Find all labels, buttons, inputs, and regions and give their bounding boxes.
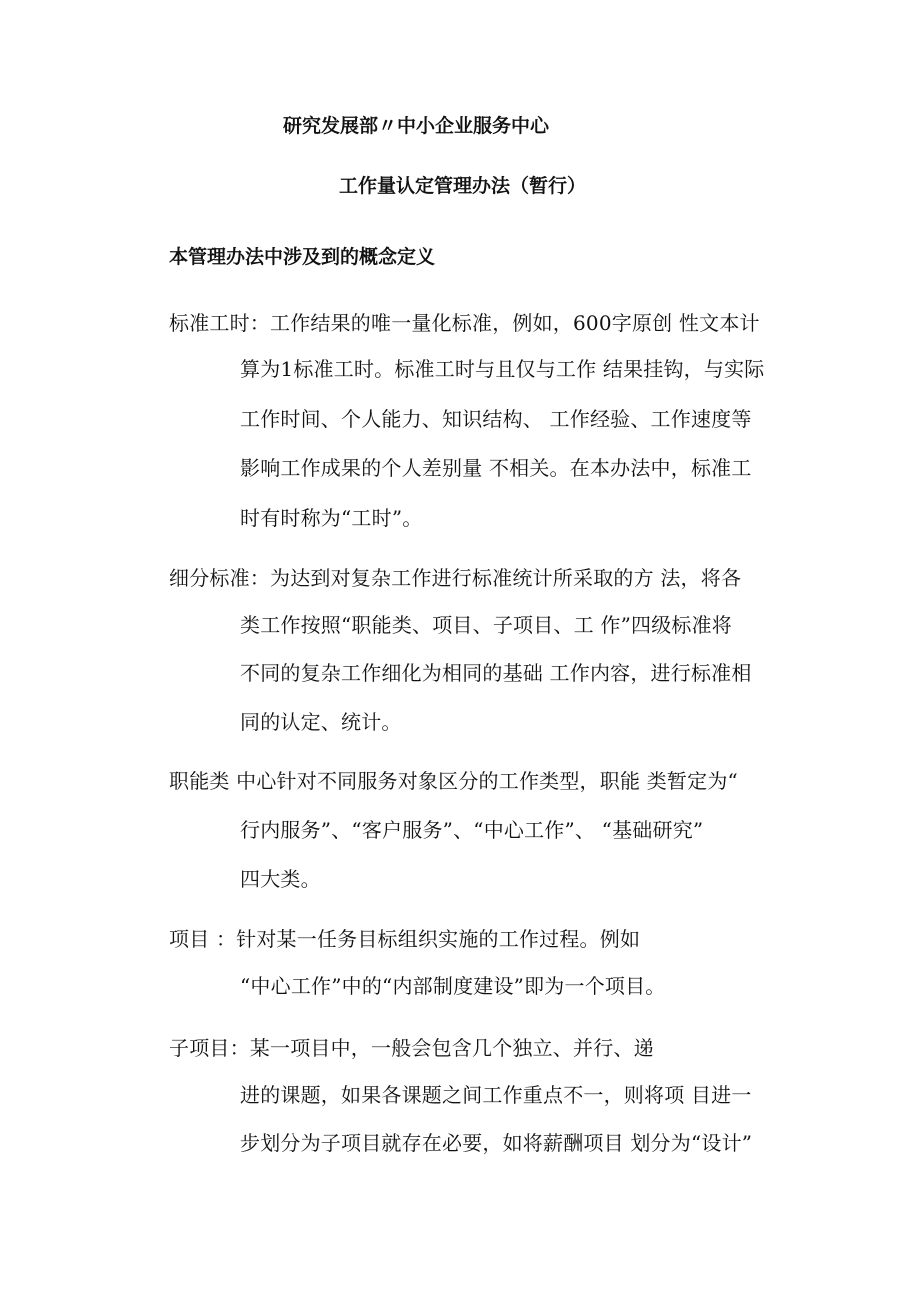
definition-function-class-line-1: 职能类 中心针对不同服务对象区分的工作类型，职能 类暂定为“ bbox=[169, 769, 738, 793]
definition-standard-hour-line-1: 标准工时：工作结果的唯一量化标准，例如，600字原创 性文本计 bbox=[169, 311, 760, 335]
definition-subproject-line-3: 步划分为子项目就存在必要，如将薪酬项目 划分为“设计” bbox=[240, 1131, 753, 1155]
definition-project-line-2: “中心工作”中的“内部制度建设”即为一个项目。 bbox=[240, 974, 666, 998]
document-title-line2: 工作量认定管理办法（暂行） bbox=[339, 175, 587, 197]
definition-subdivision-line-2: 类工作按照“职能类、项目、子项目、工 作”四级标准将 bbox=[240, 613, 733, 637]
definition-project-line-1: 项目 ：针对某一任务目标组织实施的工作过程。例如 bbox=[169, 927, 641, 951]
definition-standard-hour-line-3: 工作时间、个人能力、知识结构、 工作经验、工作速度等 bbox=[240, 407, 752, 431]
definition-subproject-line-1: 子项目：某一项目中，一般会包含几个独立、并行、递 bbox=[169, 1036, 654, 1060]
definition-standard-hour-line-2: 算为1标准工时。标准工时与且仅与工作 结果挂钩，与实际 bbox=[240, 357, 765, 381]
definition-function-class-line-3: 四大类。 bbox=[240, 867, 321, 891]
definition-subdivision-line-1: 细分标准：为达到对复杂工作进行标准统计所采取的方 法，将各 bbox=[169, 566, 742, 590]
document-title-line1: 研究发展部〃中小企业服务中心 bbox=[283, 115, 550, 137]
definition-standard-hour-line-5: 时有时称为“工时”。 bbox=[240, 506, 423, 530]
definition-subdivision-line-4: 同的认定、统计。 bbox=[240, 710, 402, 734]
definition-subdivision-line-3: 不同的复杂工作细化为相同的基础 工作内容，进行标准相 bbox=[240, 661, 752, 685]
section-heading: 本管理办法中涉及到的概念定义 bbox=[169, 246, 436, 268]
definition-standard-hour-line-4: 影响工作成果的个人差别量 不相关。在本办法中，标准工 bbox=[240, 456, 752, 480]
definition-subproject-line-2: 进的课题，如果各课题之间工作重点不一，则将项 目进一 bbox=[240, 1083, 752, 1107]
definition-function-class-line-2: 行内服务”、“客户服务”、“中心工作”、 “基础研究” bbox=[240, 818, 704, 842]
